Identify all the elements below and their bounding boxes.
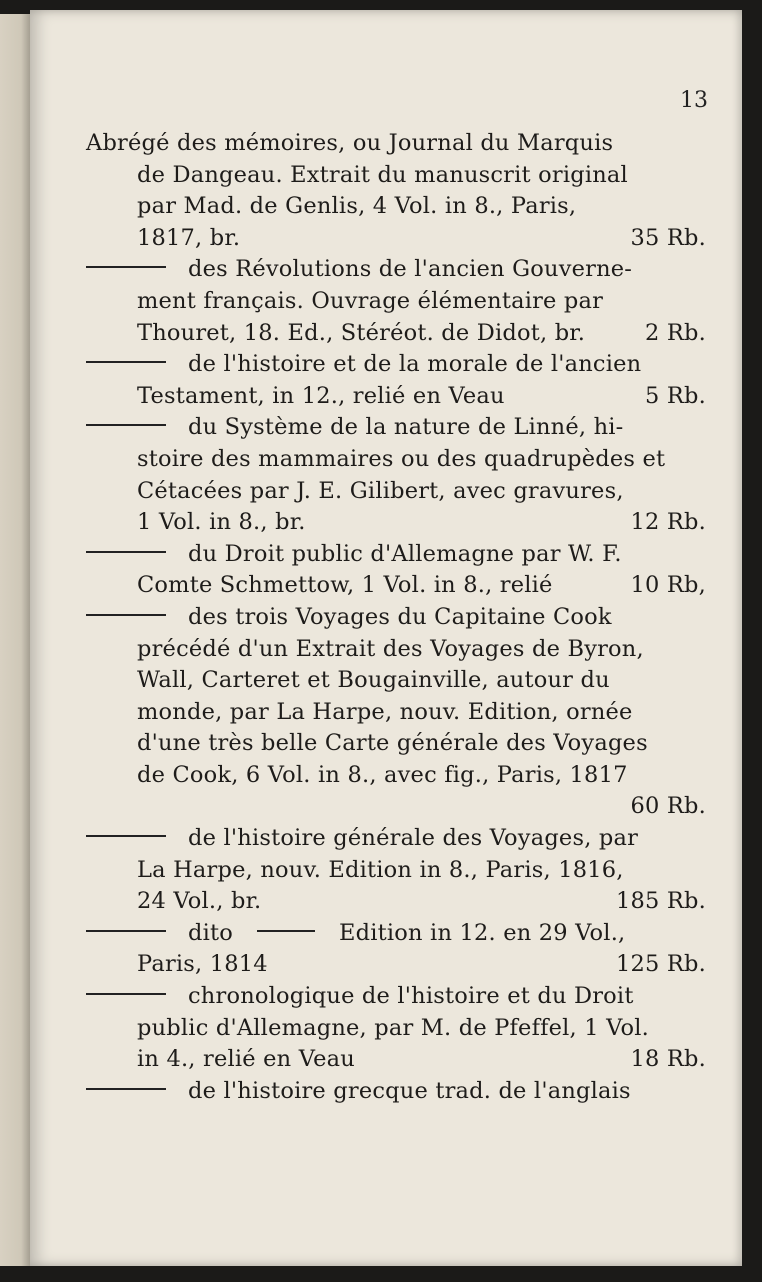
entry-line-text: de l'histoire et de la morale de l'ancien	[188, 351, 642, 378]
catalogue-entry	[86, 254, 706, 349]
entry-line	[86, 855, 706, 887]
entry-text	[137, 444, 665, 476]
entry-line-text: La Harpe, nouv. Edition in 8., Paris, 1816,	[137, 856, 624, 883]
entry-text	[137, 886, 261, 918]
facing-page-edge	[0, 14, 30, 1266]
entry-line	[86, 697, 706, 729]
ditto-dash	[86, 993, 166, 995]
entry-line-text: Wall, Carteret et Bougainville, autour du	[137, 667, 610, 694]
entry-line	[86, 191, 706, 223]
entry-line	[86, 823, 706, 855]
entry-line-text: des trois Voyages du Capitaine Cook	[188, 603, 612, 630]
entry-line-text: Paris, 1814	[137, 951, 268, 978]
catalogue-entry	[86, 602, 706, 823]
entry-line	[86, 1044, 706, 1076]
entry-text	[137, 728, 648, 760]
catalogue-entry	[86, 128, 706, 254]
entry-line	[86, 728, 706, 760]
entry-line	[86, 254, 706, 286]
ditto-dash	[86, 835, 166, 837]
entry-line	[86, 602, 706, 634]
ditto-dash	[86, 361, 166, 363]
entry-line	[86, 760, 706, 792]
ditto-dash	[257, 930, 315, 932]
entry-line	[86, 886, 706, 918]
entry-line	[86, 444, 706, 476]
entry-text	[86, 539, 622, 571]
entry-line-text: du Système de la nature de Linné, hi-	[188, 414, 624, 441]
entry-text	[137, 1044, 355, 1076]
entry-line	[86, 507, 706, 539]
entry-line-text: d'une très belle Carte générale des Voyages	[137, 730, 648, 757]
entry-line	[86, 160, 706, 192]
ditto-dash	[86, 1088, 166, 1090]
entry-text	[86, 254, 632, 286]
entry-text	[137, 697, 633, 729]
entry-line	[86, 918, 706, 950]
entry-price: 10 Rb,	[630, 572, 706, 599]
entry-text	[137, 507, 306, 539]
entry-text	[137, 665, 610, 697]
entry-line-text: Edition in 12. en 29 Vol.,	[339, 919, 626, 946]
ditto-dash	[86, 266, 166, 268]
entry-text	[137, 760, 628, 792]
ditto-dash	[86, 614, 166, 616]
entry-line-text: 24 Vol., br.	[137, 888, 262, 915]
entry-line	[86, 570, 706, 602]
entry-text	[137, 855, 624, 887]
entry-line	[86, 981, 706, 1013]
entry-line-text: de Dangeau. Extrait du manuscrit original	[137, 161, 628, 188]
entry-line-text: Comte Schmettow, 1 Vol. in 8., relié	[137, 572, 553, 599]
entry-text	[137, 381, 505, 413]
entry-line	[86, 1076, 706, 1108]
entry-text	[137, 160, 628, 192]
entry-line	[86, 791, 706, 823]
entry-price: 185 Rb.	[616, 888, 706, 915]
entry-text	[137, 318, 585, 350]
entry-price: 35 Rb.	[630, 224, 706, 251]
ditto-dash	[86, 551, 166, 553]
entry-line	[86, 128, 706, 160]
entry-text	[137, 949, 268, 981]
entry-line-text: du Droit public d'Allemagne par W. F.	[188, 540, 622, 567]
entry-line	[86, 318, 706, 350]
entry-text	[86, 349, 641, 381]
entry-line	[86, 634, 706, 666]
entry-line	[86, 349, 706, 381]
entry-text	[137, 191, 576, 223]
entry-text	[137, 1013, 649, 1045]
entry-text	[137, 476, 624, 508]
catalogue-entry	[86, 349, 706, 412]
entry-text	[86, 823, 638, 855]
entry-line-text: chronologique de l'histoire et du Droit	[188, 983, 634, 1010]
entry-line-text: de Cook, 6 Vol. in 8., avec fig., Paris, 1817	[137, 761, 628, 788]
entry-line-text: Thouret, 18. Ed., Stéréot. de Didot, br.	[137, 319, 586, 346]
entry-price: 2 Rb.	[645, 319, 706, 346]
page-number: 13	[680, 88, 708, 113]
entry-line-text: des Révolutions de l'ancien Gouverne-	[188, 256, 633, 283]
catalogue-entry	[86, 981, 706, 1076]
catalogue-entry	[86, 1076, 706, 1108]
entry-line-text: 1817, br.	[137, 224, 241, 251]
ditto-dash	[86, 930, 166, 932]
entry-text	[86, 1076, 631, 1108]
entry-line-text: public d'Allemagne, par M. de Pfeffel, 1 Vol.	[137, 1014, 649, 1041]
entry-line	[86, 381, 706, 413]
entry-price: 5 Rb.	[645, 382, 706, 409]
catalogue-entry	[86, 539, 706, 602]
entry-text	[137, 570, 553, 602]
entry-line	[86, 223, 706, 255]
entry-price: 12 Rb.	[630, 509, 706, 536]
entry-text	[86, 602, 612, 634]
entry-text	[86, 918, 625, 950]
entry-text	[86, 412, 623, 444]
entry-line-text: stoire des mammaires ou des quadrupèdes et	[137, 445, 666, 472]
entry-text	[137, 634, 644, 666]
catalogue-entry	[86, 823, 706, 918]
entry-line	[86, 539, 706, 571]
entry-text	[137, 223, 240, 255]
catalogue-entries	[86, 128, 706, 1107]
entry-line-text: de l'histoire générale des Voyages, par	[188, 825, 639, 852]
entry-line	[86, 665, 706, 697]
entry-text	[86, 128, 613, 160]
entry-line	[86, 476, 706, 508]
entry-text	[86, 981, 634, 1013]
entry-line-text: ment français. Ouvrage élémentaire par	[137, 287, 604, 314]
entry-line-text: par Mad. de Genlis, 4 Vol. in 8., Paris,	[137, 193, 577, 220]
entry-line-text: 1 Vol. in 8., br.	[137, 509, 306, 536]
entry-line-text: dito	[188, 919, 233, 946]
entry-line	[86, 286, 706, 318]
entry-line	[86, 412, 706, 444]
entry-line-text: in 4., relié en Veau	[137, 1046, 355, 1073]
entry-text	[137, 286, 603, 318]
catalogue-entry	[86, 918, 706, 981]
entry-line-text: Cétacées par J. E. Gilibert, avec gravures,	[137, 477, 624, 504]
entry-line-text: Testament, in 12., relié en Veau	[137, 382, 505, 409]
entry-line-text: de l'histoire grecque trad. de l'anglais	[188, 1077, 631, 1104]
entry-line	[86, 949, 706, 981]
entry-price: 125 Rb.	[616, 951, 706, 978]
entry-line-text: précédé d'un Extrait des Voyages de Byron,	[137, 635, 644, 662]
catalogue-entry	[86, 412, 706, 538]
entry-line-text: Abrégé des mémoires, ou Journal du Marquis	[86, 130, 614, 156]
entry-line-text: monde, par La Harpe, nouv. Edition, ornée	[137, 698, 633, 725]
entry-price: 18 Rb.	[630, 1046, 706, 1073]
ditto-dash	[86, 424, 166, 426]
entry-price: 60 Rb.	[630, 793, 706, 820]
entry-line	[86, 1013, 706, 1045]
